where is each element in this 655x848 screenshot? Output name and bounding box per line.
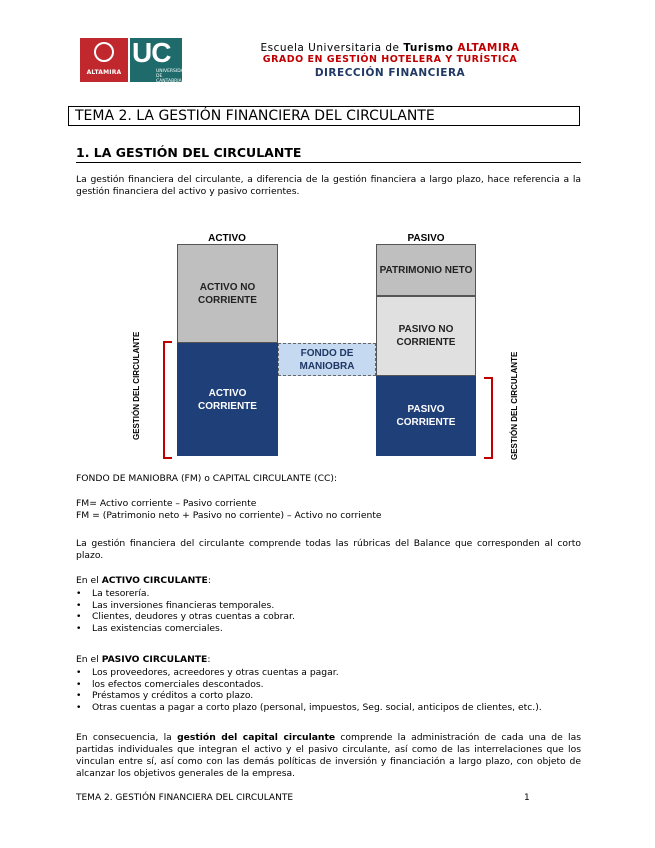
activo-no-corriente-block: ACTIVO NO CORRIENTE (177, 244, 278, 343)
pasivo-corriente-block: PASIVO CORRIENTE (376, 376, 476, 456)
activo-circulante-heading (76, 575, 581, 587)
gestion-right-label: GESTIÓN DEL CIRCULANTE (510, 351, 519, 460)
conclusion-prefix: En consecuencia, la (76, 732, 178, 743)
patrimonio-neto-block: PATRIMONIO NETO (376, 244, 476, 296)
list-item: • los efectos comerciales descontados. (76, 679, 581, 691)
school-line (230, 42, 550, 54)
pasivo-circulante-list (76, 667, 581, 713)
intro-paragraph: La gestión financiera del circulante, a diferencia de la gestión financiera a largo plazo, hace referencia a la gestión financiera del activo y pasivo corrientes. (76, 174, 581, 197)
uc-logo-subtitle: UNIVERSIDAD DE CANTABRIA (156, 69, 188, 84)
section-divider (76, 162, 581, 163)
activo-circulante-bold: ACTIVO CIRCULANTE (101, 575, 208, 586)
altamira-seal-icon (94, 42, 114, 62)
conclusion-suffix: comprende la administración de cada una de las partidas individuales que integran el activo y el pasivo circulante, así como de las interrelaciones que los vinculan entre sí, así como con las demás políticas de inversión y financiación a largo plazo, con objeto de alcanzar los objetivos generales de la empresa. (76, 732, 582, 779)
fm-formula-1: FM= Activo corriente – Pasivo corriente (76, 498, 257, 509)
page-number: 1 (524, 793, 530, 803)
uc-logo-text: UC (132, 37, 171, 68)
activo-circulante-list (76, 588, 581, 634)
activo-title: ACTIVO (208, 233, 246, 244)
pasivo-circulante-prefix: En el (76, 654, 102, 665)
activo-corriente-block: ACTIVO CORRIENTE (177, 343, 278, 456)
activo-circulante-suffix: : (207, 575, 211, 586)
school-prefix: Escuela Universitaria de (260, 42, 404, 54)
school-red: ALTAMIRA (457, 42, 520, 54)
list-item: • Otras cuentas a pagar a corto plazo (personal, impuestos, Seg. social, anticipos de clientes, etc.). (76, 702, 581, 714)
left-bracket-icon (160, 340, 174, 460)
activo-circulante-prefix: En el (76, 575, 102, 586)
list-item: • Los proveedores, acreedores y otras cuentas a pagar. (76, 667, 581, 679)
pasivo-circulante-heading (76, 654, 581, 666)
fm-heading: FONDO DE MANIOBRA (FM) o CAPITAL CIRCULANTE (CC): (76, 473, 338, 484)
degree-line: GRADO EN GESTIÓN HOTELERA Y TURÍSTICA (262, 54, 518, 65)
altamira-logo-caption: ALTAMIRA (86, 69, 122, 76)
conclusion-bold: gestión del capital circulante (177, 732, 336, 743)
pasivo-circulante-bold: PASIVO CIRCULANTE (101, 654, 208, 665)
right-bracket-icon (482, 376, 496, 460)
short-term-paragraph: La gestión financiera del circulante comprende todas las rúbricas del Balance que corresponden al corto plazo. (76, 538, 581, 561)
list-item: • Las existencias comerciales. (76, 623, 581, 635)
section-title: 1. LA GESTIÓN DEL CIRCULANTE (76, 145, 302, 160)
gestion-left-label: GESTIÓN DEL CIRCULANTE (132, 331, 141, 440)
list-item: • La tesorería. (76, 588, 581, 600)
pasivo-circulante-suffix: : (207, 654, 211, 665)
altamira-logo (80, 38, 128, 82)
tema-title: TEMA 2. LA GESTIÓN FINANCIERA DEL CIRCULANTE (68, 106, 580, 126)
school-bold: Turismo (403, 42, 454, 54)
fondo-maniobra-block: FONDO DE MANIOBRA (278, 343, 376, 376)
pasivo-no-corriente-block: PASIVO NO CORRIENTE (376, 296, 476, 376)
list-item: • Clientes, deudores y otras cuentas a cobrar. (76, 611, 581, 623)
conclusion-paragraph (76, 732, 581, 780)
department-line: DIRECCIÓN FINANCIERA (314, 67, 466, 79)
footer-text: TEMA 2. GESTIÓN FINANCIERA DEL CIRCULANTE (76, 793, 294, 803)
pasivo-title: PASIVO (407, 233, 445, 244)
fm-formula-2: FM = (Patrimonio neto + Pasivo no corriente) – Activo no corriente (76, 510, 382, 521)
uc-logo (130, 37, 188, 84)
list-item: • Las inversiones financieras temporales. (76, 600, 581, 612)
list-item: • Préstamos y créditos a corto plazo. (76, 690, 581, 702)
balance-diagram (0, 230, 655, 460)
